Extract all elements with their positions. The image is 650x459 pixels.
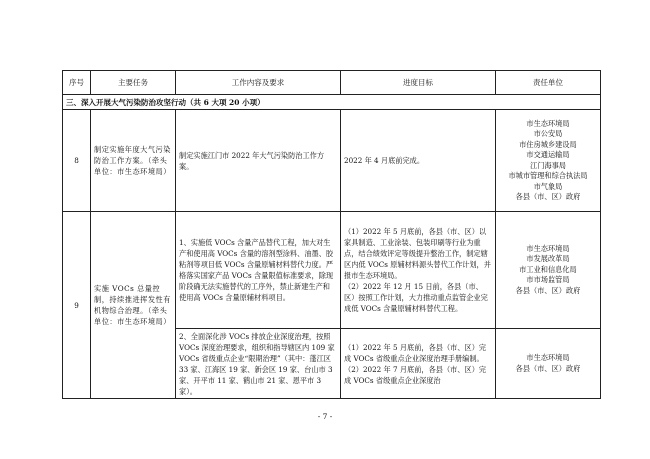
unit-line: 市生态环境局 xyxy=(526,243,570,253)
progress-item: （1）2022 年 5 月底前，各县（市、区）以家具制造、工业涂装、包装印刷等行业为重点，结合绩效评定等级提升整治工作，制定辖区内低 VOCs 原辅材料源头替代工作计划，并报市生态环境局。 xyxy=(344,227,491,280)
row-progress xyxy=(341,212,496,329)
unit-line: 市城市管理和综合执法局 xyxy=(508,171,588,180)
row-content: 1、实施低 VOCs 含量产品替代工程，加大对生产和使用高 VOCs 含量的溶剂型涂料、油墨、胶粘剂等项目低 VOCs 含量原辅材料替代力度。严格落实国家产品 VOCs 含量限值标准要求，除现阶段确无法实施替代的工序外，禁止新建生产和使用高 VOCs 含量原辅材料项目。 xyxy=(176,212,341,329)
page-number: - 7 - xyxy=(317,412,333,421)
progress-item: （2）2022 年 12 月 15 日前，各县（市、区）按照工作计划，大力推动重点监管企业完成低 VOCs 含量原辅材料替代工程。 xyxy=(344,282,488,313)
row-content: 制定实施江门市 2022 年大气污染防治工作方案。 xyxy=(176,110,341,212)
unit-line: 市生态环境局 xyxy=(526,353,570,362)
header-progress: 进度目标 xyxy=(341,71,496,95)
row-progress: 2022 年 4 月底前完成。 xyxy=(341,110,496,212)
row-task: 制定实施年度大气污染防治工作方案。（牵头单位：市生态环境局） xyxy=(91,110,176,212)
row-progress xyxy=(341,329,496,399)
table-row xyxy=(63,110,601,212)
unit-line: 市生态环境局 xyxy=(526,118,570,128)
unit-line: 各县（市、区）政府 xyxy=(515,285,581,295)
row-units xyxy=(496,329,601,399)
table-row xyxy=(63,212,601,329)
section-row xyxy=(63,95,601,110)
task-table xyxy=(62,70,601,399)
unit-line: 各县（市、区）政府 xyxy=(515,192,581,201)
unit-line: 各县（市、区）政府 xyxy=(515,363,581,373)
unit-line: 江门海事局 xyxy=(530,160,566,170)
unit-line: 市公安局 xyxy=(533,129,563,138)
header-row xyxy=(63,71,601,95)
header-num: 序号 xyxy=(63,71,91,95)
row-num: 8 xyxy=(63,110,91,212)
header-task: 主要任务 xyxy=(91,71,176,95)
unit-line: 市住房城乡建设局 xyxy=(519,139,577,149)
unit-line: 市发展改革局 xyxy=(526,254,570,264)
unit-line: 市工业和信息化局 xyxy=(519,264,577,274)
row-content: 2、全面深化涉 VOCs 排放企业深度治理，按照 VOCs 深度治理要求，组织和指导辖区内 109 家 VOCs 省级重点企业“限期治理”（其中：蓬江区 33 家、江海区 19 家、新会区 19 家、台山市 3 家、开平市 11 家、鹤山市 21 家、恩平市 3 家）。 xyxy=(176,329,341,399)
progress-item: （2）2022 年 7 月底前，各县（市、区）完成 VOCs 省级重点企业深度治 xyxy=(344,364,487,385)
unit-line: 市市场监管局 xyxy=(526,275,570,285)
section-title: 三、深入开展大气污染防治攻坚行动（共 6 大项 20 小项） xyxy=(63,95,601,110)
row-units xyxy=(496,110,601,212)
progress-item: （1）2022 年 5 月底前，各县（市、区）完成 VOCs 省级重点企业深度治理手册编制。 xyxy=(344,342,487,363)
row-task: 实施 VOCs 总量控制，持续推进挥发性有机物综合治理。（牵头单位：市生态环境局） xyxy=(91,212,176,399)
unit-line: 市交通运输局 xyxy=(526,150,570,159)
header-unit: 责任单位 xyxy=(496,71,601,95)
row-num: 9 xyxy=(63,212,91,399)
header-content: 工作内容及要求 xyxy=(176,71,341,95)
row-units xyxy=(496,212,601,329)
unit-line: 市气象局 xyxy=(533,181,563,191)
